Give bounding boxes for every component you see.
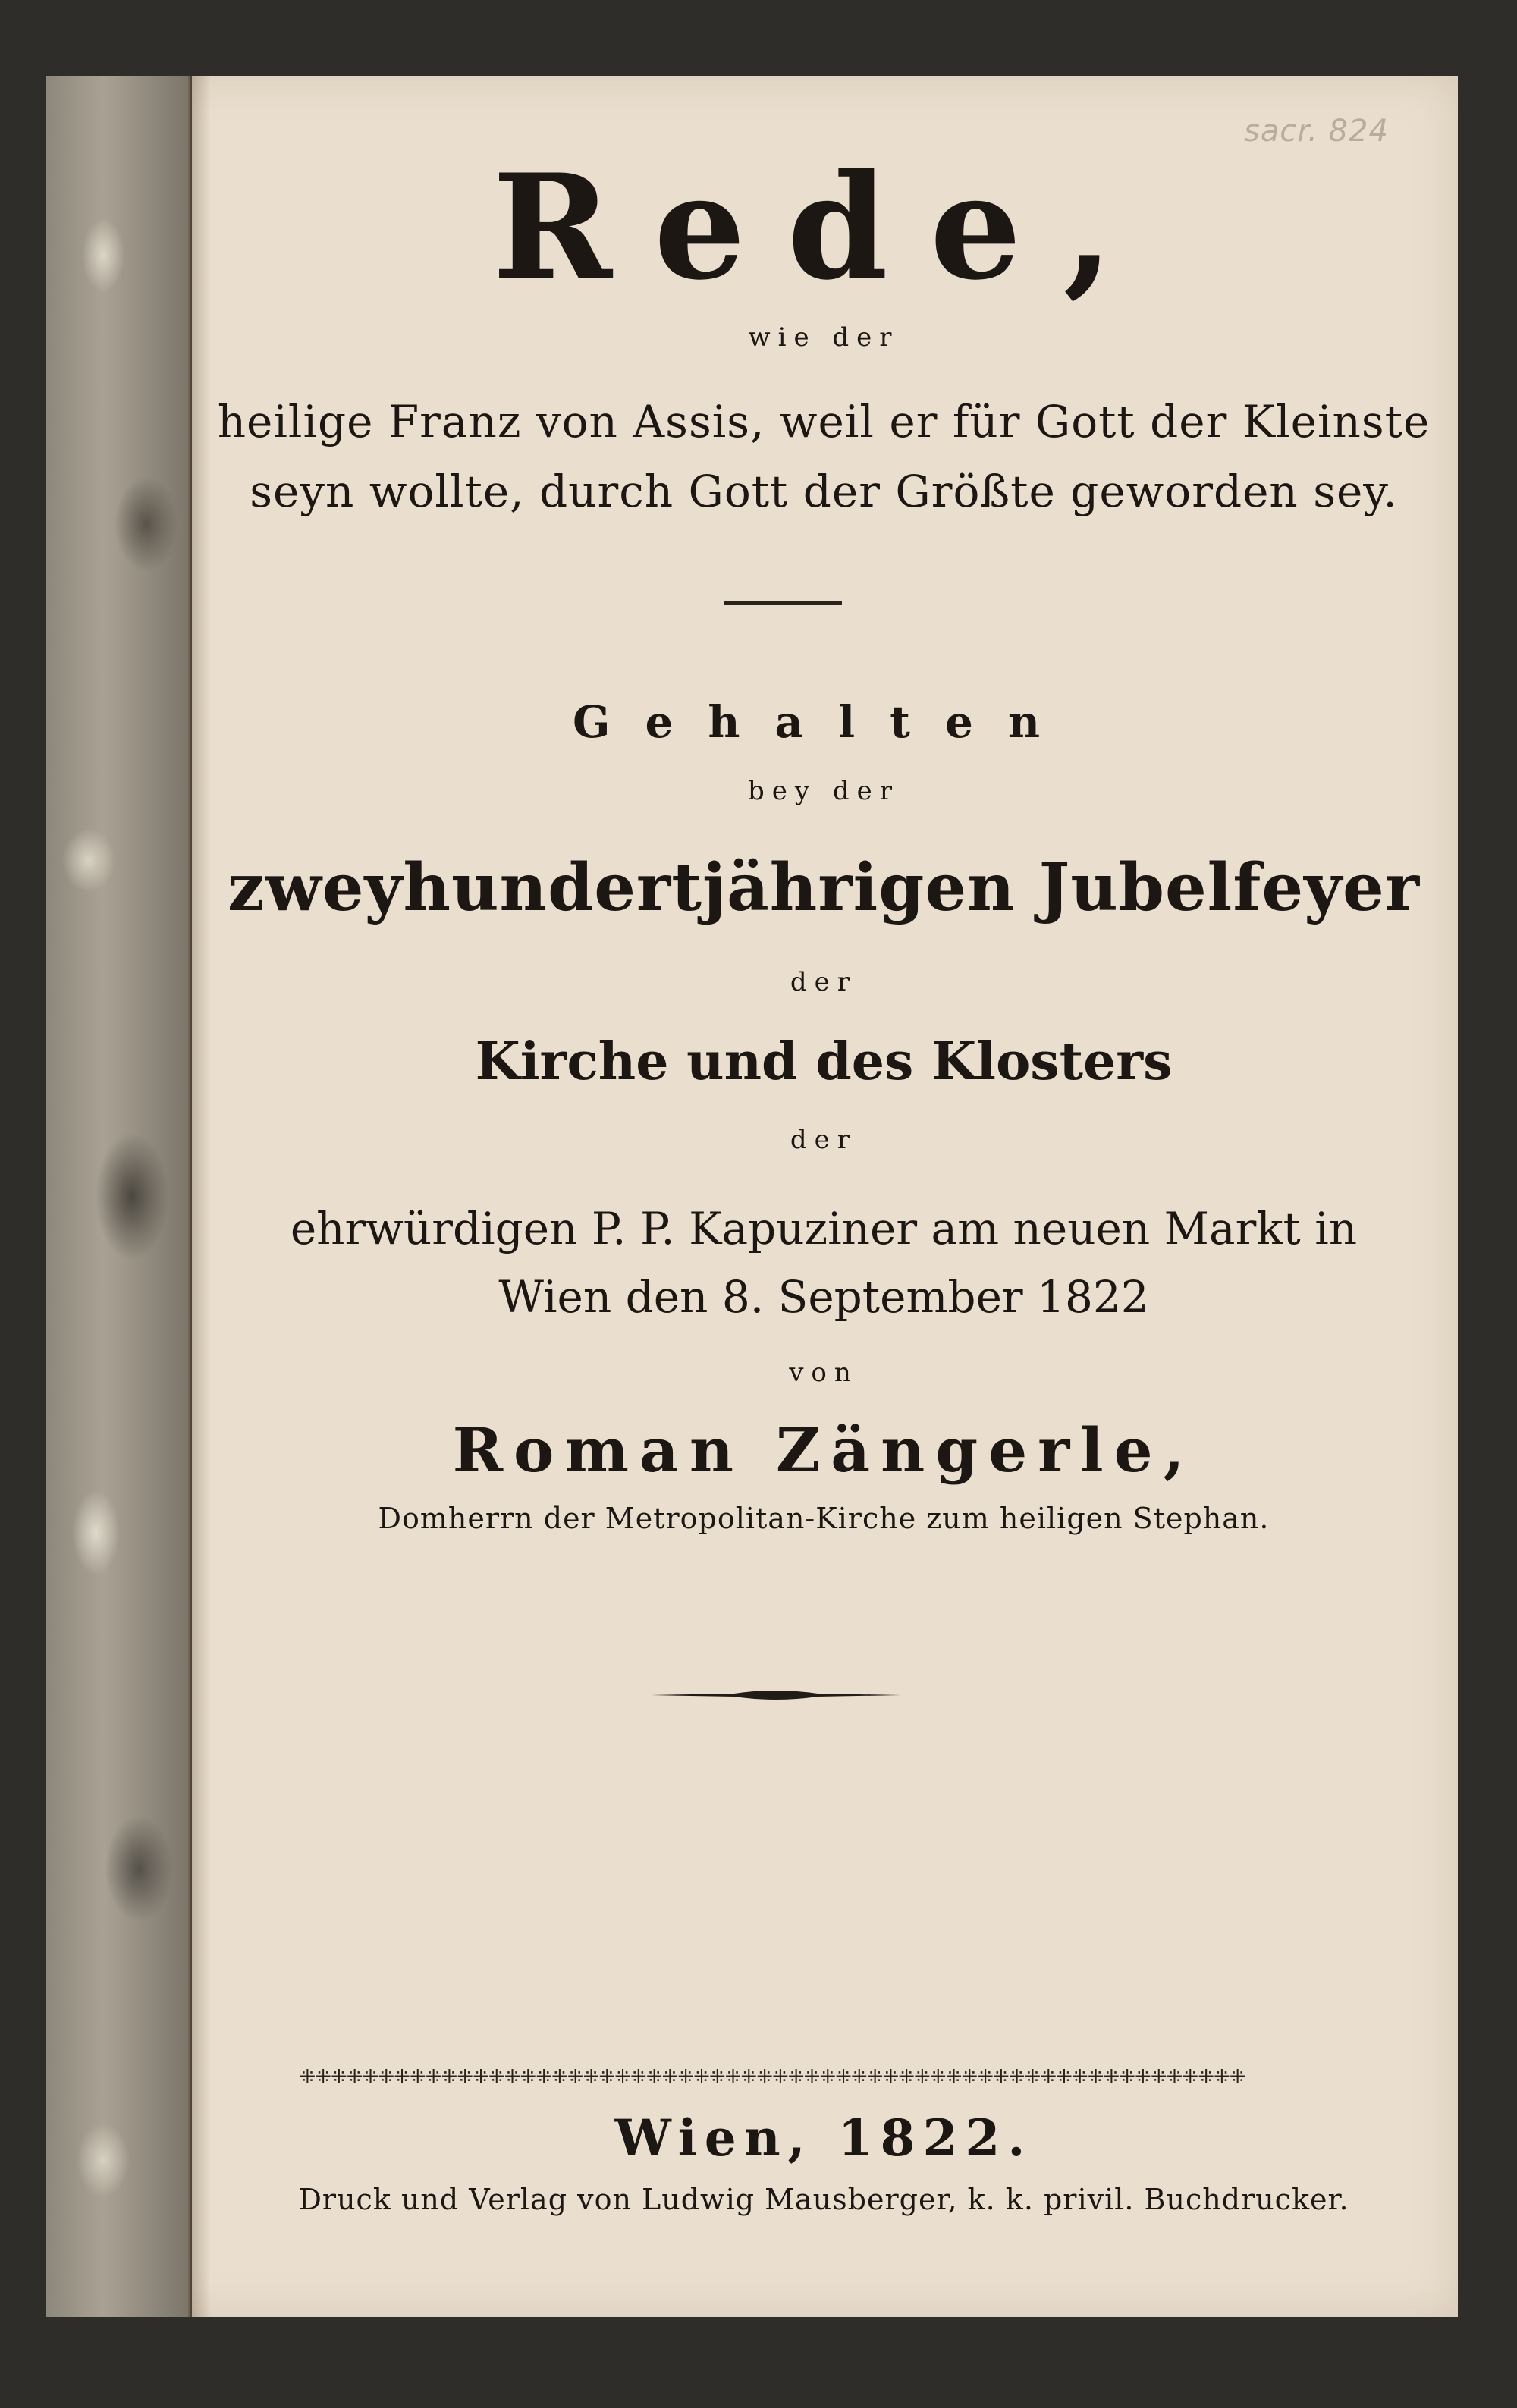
- bey-der-text: bey der: [747, 776, 900, 806]
- subtitle-line-2: seyn wollte, durch Gott der Größte geworden sey.: [250, 466, 1398, 517]
- ornament-border-rule: ⁜⁜⁜⁜⁜⁜⁜⁜⁜⁜⁜⁜⁜⁜⁜⁜⁜⁜⁜⁜⁜⁜⁜⁜⁜⁜⁜⁜⁜⁜⁜⁜⁜⁜⁜⁜⁜⁜⁜⁜⁜⁜⁜⁜⁜⁜⁜⁜⁜⁜⁜⁜⁜⁜⁜⁜⁜⁜⁜⁜: [299, 2066, 1245, 2087]
- subtitle-line-1: heilige Franz von Assis, weil er für Gott der Kleinste: [217, 396, 1431, 447]
- church-heading: Kirche und des Klosters: [475, 1031, 1173, 1092]
- page-title: Rede,: [492, 143, 1155, 312]
- ornamental-rule: [651, 1687, 901, 1703]
- held-heading: Gehalten: [572, 696, 1076, 748]
- author-title: Domherrn der Metropolitan-Kirche zum heiligen Stephan.: [378, 1502, 1270, 1535]
- imprint-place: Wien, 1822.: [614, 2108, 1033, 2168]
- von-text: von: [789, 1358, 859, 1388]
- order-line-1: ehrwürdigen P. P. Kapuziner am neuen Markt in: [290, 1203, 1358, 1254]
- imprint-printer: Druck und Verlag von Ludwig Mausberger, k. k. privil. Buchdrucker.: [298, 2183, 1349, 2216]
- occasion-heading: zweyhundertjährigen Jubelfeyer: [227, 849, 1421, 926]
- divider-rule: [724, 601, 842, 605]
- marbled-spine: [46, 76, 192, 2317]
- shelfmark-note: sacr. 824: [1244, 114, 1389, 149]
- author-name: Roman Zängerle,: [452, 1414, 1195, 1486]
- lead-text: wie der: [748, 322, 900, 353]
- der-text-2: der: [790, 1125, 858, 1155]
- order-line-2: Wien den 8. September 1822: [498, 1271, 1149, 1323]
- der-text-1: der: [790, 967, 858, 997]
